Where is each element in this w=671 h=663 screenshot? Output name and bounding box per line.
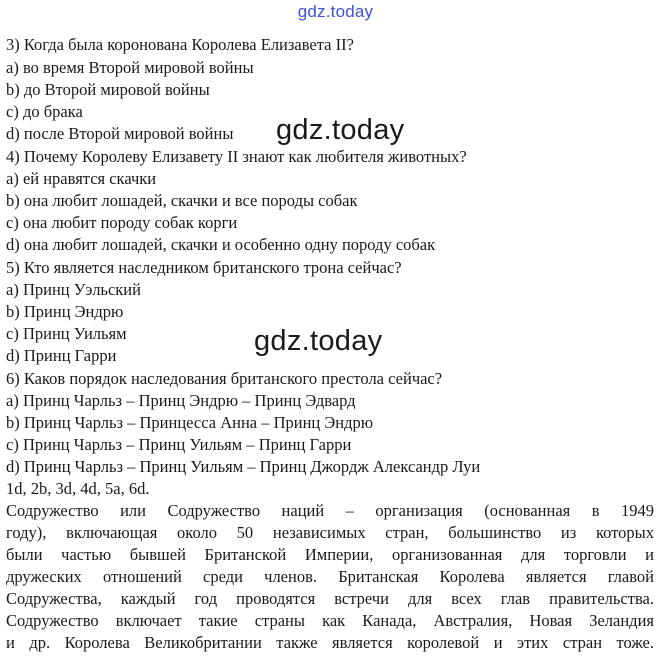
- paragraph-line-5: Содружества, каждый год проводятся встречи для всех глав правительства.: [6, 589, 654, 608]
- question-6-option-b: b) Принц Чарльз – Принцесса Анна – Принц Эндрю: [6, 413, 374, 432]
- question-5: 5) Кто является наследником британского трона сейчас?: [6, 258, 402, 277]
- watermark-header: gdz.today: [297, 2, 374, 21]
- paragraph-line-7: и др. Королева Великобритании также является королевой и этих стран тоже.: [6, 633, 654, 652]
- question-5-option-a: a) Принц Уэльский: [6, 280, 141, 299]
- watermark-middle-1: gdz.today: [276, 114, 405, 146]
- question-5-option-c: c) Принц Уильям: [6, 324, 127, 343]
- question-3-option-a: a) во время Второй мировой войны: [6, 58, 254, 77]
- question-4-option-d: d) она любит лошадей, скачки и особенно одну породу собак: [6, 235, 436, 254]
- answer-key: 1d, 2b, 3d, 4d, 5a, 6d.: [6, 479, 150, 498]
- question-6-option-c: c) Принц Чарльз – Принц Уильям – Принц Гарри: [6, 435, 352, 454]
- question-4-option-a: a) ей нравятся скачки: [6, 169, 157, 188]
- question-6-option-d: d) Принц Чарльз – Принц Уильям – Принц Джордж Александр Луи: [6, 457, 481, 476]
- question-5-option-d: d) Принц Гарри: [6, 346, 117, 365]
- question-3-option-b: b) до Второй мировой войны: [6, 80, 210, 99]
- paragraph-line-1: Содружество или Содружество наций – организация (основанная в 1949: [6, 501, 654, 520]
- question-5-option-b: b) Принц Эндрю: [6, 302, 124, 321]
- paragraph-line-3: были частью бывшей Британской Империи, организованная для торговли и: [6, 545, 654, 564]
- question-3-option-d: d) после Второй мировой войны: [6, 124, 234, 143]
- paragraph-line-6: Содружество включает такие страны как Канада, Австралия, Новая Зеландия: [6, 611, 654, 630]
- question-4: 4) Почему Королеву Елизавету II знают как любителя животных?: [6, 147, 467, 166]
- question-6-option-a: a) Принц Чарльз – Принц Эндрю – Принц Эдвард: [6, 391, 356, 410]
- paragraph-line-2: году), включающая около 50 независимых стран, большинство из которых: [6, 523, 654, 542]
- question-3-option-c: c) до брака: [6, 102, 83, 121]
- question-6: 6) Каков порядок наследования британского престола сейчас?: [6, 369, 443, 388]
- paragraph-line-4: дружеских отношений среди членов. Британская Королева является главой: [6, 567, 654, 586]
- question-4-option-c: c) она любит породу собак корги: [6, 213, 238, 232]
- question-4-option-b: b) она любит лошадей, скачки и все породы собак: [6, 191, 358, 210]
- question-3: 3) Когда была коронована Королева Елизавета II?: [6, 35, 354, 54]
- watermark-middle-2: gdz.today: [254, 325, 383, 357]
